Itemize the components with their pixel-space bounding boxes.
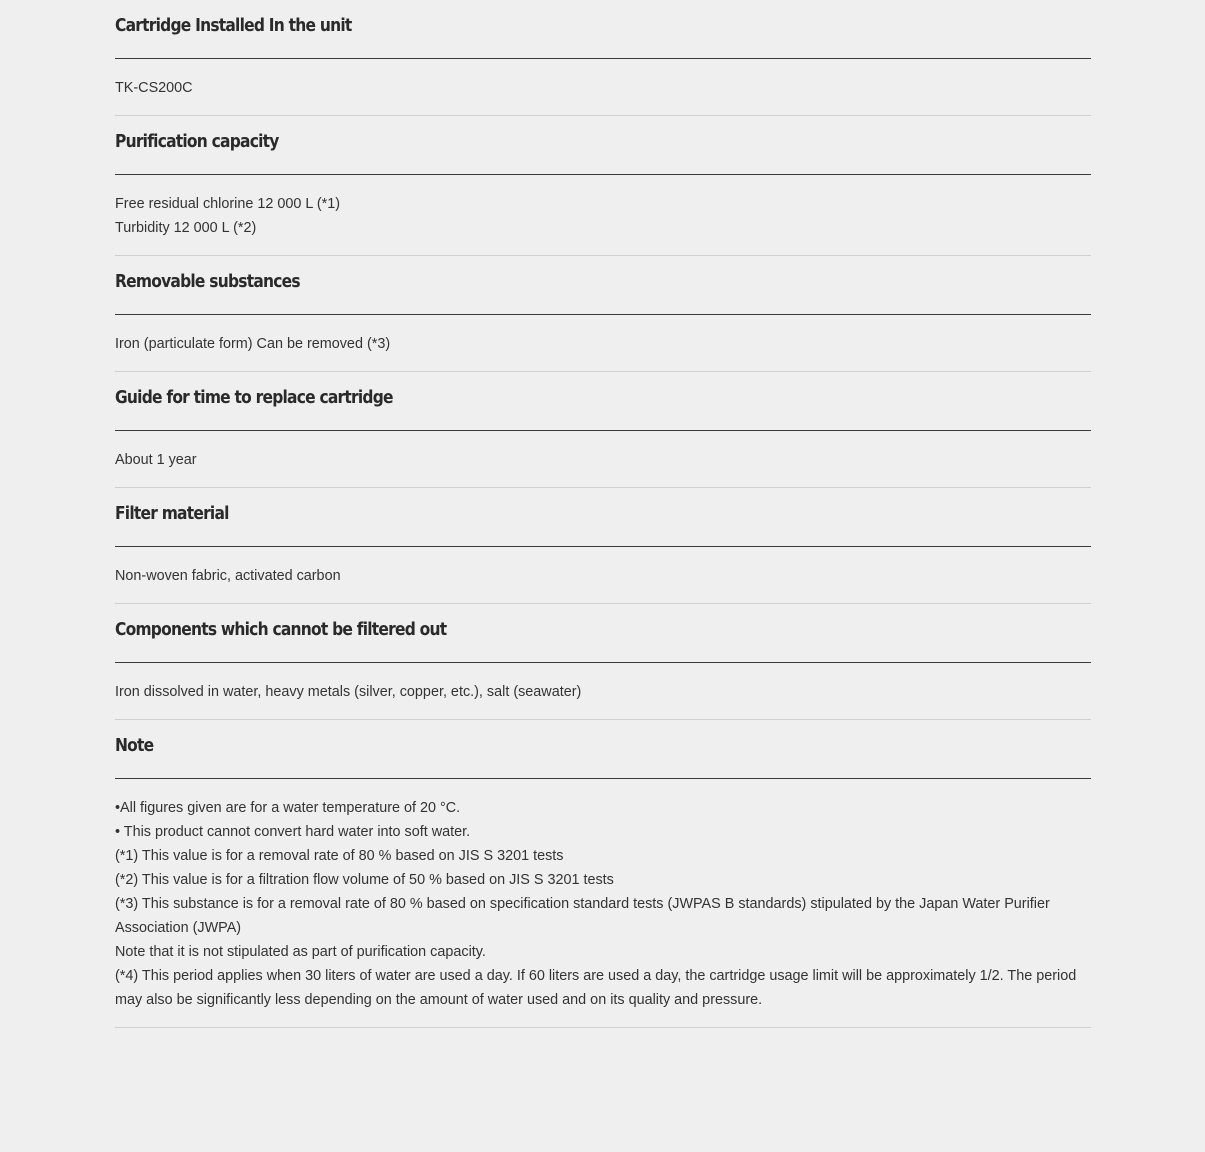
section-heading-row	[115, 0, 1091, 59]
spec-section-replacement-guide	[115, 372, 1091, 488]
section-heading-row	[115, 256, 1091, 315]
section-body	[115, 547, 1091, 604]
section-heading: Components which cannot be filtered out	[115, 619, 447, 640]
body-line: TK-CS200C	[115, 80, 193, 96]
note-line: (*2) This value is for a filtration flow volume of 50 % based on JIS S 3201 tests	[115, 872, 614, 888]
section-heading-row	[115, 372, 1091, 431]
note-line: (*3) This substance is for a removal rate of 80 % based on specification standard tests (JWPAS B standards) stipulated by the Japan Water Purifier Association (JWPA)	[115, 896, 1050, 936]
section-body	[115, 315, 1091, 372]
body-line: Non-woven fabric, activated carbon	[115, 568, 341, 584]
note-line: (*4) This period applies when 30 liters of water are used a day. If 60 liters are used a day, the cartridge usage limit will be approximately 1/2. The period may also be significantly less depending on the amount of water used and on its quality and pressure.	[115, 968, 1077, 1008]
section-body	[115, 175, 1091, 256]
spec-section-filter-material	[115, 488, 1091, 604]
note-line: (*1) This value is for a removal rate of 80 % based on JIS S 3201 tests	[115, 848, 564, 864]
note-line: Note that it is not stipulated as part of purification capacity.	[115, 944, 486, 960]
section-heading: Purification capacity	[115, 131, 279, 152]
section-heading-row	[115, 604, 1091, 663]
spec-section-removable-substances	[115, 256, 1091, 372]
body-line: Free residual chlorine 12 000 L (*1)	[115, 196, 341, 212]
body-line: About 1 year	[115, 452, 197, 468]
section-heading-row	[115, 488, 1091, 547]
section-heading: Removable substances	[115, 271, 300, 292]
section-body	[115, 779, 1091, 1028]
section-heading: Guide for time to replace cartridge	[115, 387, 393, 408]
spec-section-cartridge	[115, 0, 1091, 116]
body-line: Iron dissolved in water, heavy metals (silver, copper, etc.), salt (seawater)	[115, 684, 582, 700]
spec-section-purification-capacity	[115, 116, 1091, 256]
section-body	[115, 59, 1091, 116]
section-heading-row	[115, 116, 1091, 175]
section-heading: Filter material	[115, 503, 229, 524]
body-line: Iron (particulate form) Can be removed (*3)	[115, 336, 391, 352]
section-heading: Cartridge Installed In the unit	[115, 15, 352, 36]
body-line: Turbidity 12 000 L (*2)	[115, 220, 257, 236]
section-body	[115, 431, 1091, 488]
section-heading-row	[115, 720, 1091, 779]
spec-list	[115, 0, 1091, 1028]
section-heading: Note	[115, 735, 154, 756]
spec-section-note	[115, 720, 1091, 1028]
note-line: •All figures given are for a water temperature of 20 °C.	[115, 800, 461, 816]
note-line: • This product cannot convert hard water into soft water.	[115, 824, 471, 840]
spec-section-unfilterable-components	[115, 604, 1091, 720]
section-body	[115, 663, 1091, 720]
